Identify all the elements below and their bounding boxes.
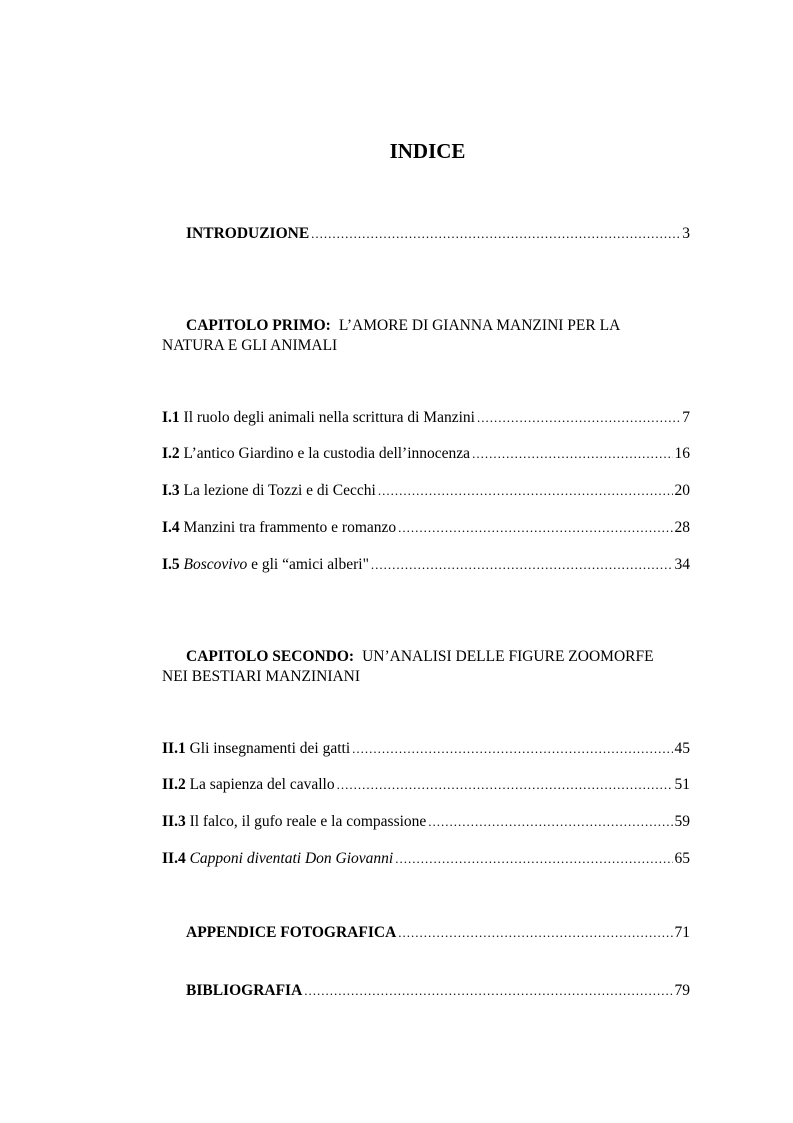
dot-leader xyxy=(378,481,673,501)
dot-leader xyxy=(352,739,672,759)
chapter-label: CAPITOLO SECONDO: xyxy=(186,648,355,665)
toc-entry-section[interactable] xyxy=(162,518,690,538)
section-number: II.1 xyxy=(162,740,186,757)
chapter-title-line2: NATURA E GLI ANIMALI xyxy=(162,337,338,354)
section-title: Gli insegnamenti dei gatti xyxy=(189,740,351,757)
chapter-heading-1 xyxy=(162,316,682,356)
section-number: II.2 xyxy=(162,776,186,793)
toc-entry-section[interactable] xyxy=(162,739,690,759)
dot-leader xyxy=(428,812,672,832)
dot-leader xyxy=(371,555,673,575)
page-number: 51 xyxy=(674,776,690,793)
toc-entry-section[interactable] xyxy=(162,444,690,464)
section-title: Il ruolo degli animali nella scrittura di Manzini xyxy=(183,409,475,426)
toc-entry-section[interactable] xyxy=(162,481,690,501)
dot-leader xyxy=(337,775,673,795)
section-title: Il falco, il gufo reale e la compassione xyxy=(189,813,427,830)
dot-leader xyxy=(395,849,672,869)
toc-entry-section[interactable] xyxy=(162,555,690,575)
section-number: I.1 xyxy=(162,409,180,426)
chapter-label: CAPITOLO PRIMO: xyxy=(186,317,331,334)
page-number: 16 xyxy=(674,445,690,462)
page-number: 3 xyxy=(682,225,690,242)
page-number: 65 xyxy=(674,850,690,867)
toc-entry-section[interactable] xyxy=(162,775,690,795)
toc-entry-appendice[interactable] xyxy=(186,923,690,943)
page-number: 79 xyxy=(674,982,690,999)
dot-leader xyxy=(304,981,672,1001)
chapter-heading-2 xyxy=(162,647,682,687)
chapter-title-line1: L’AMORE DI GIANNA MANZINI PER LA xyxy=(338,317,621,334)
section-number: I.2 xyxy=(162,445,180,462)
page-number: 20 xyxy=(674,482,690,499)
section-title-rest: e gli “amici alberi" xyxy=(247,556,369,573)
section-title: La lezione di Tozzi e di Cecchi xyxy=(183,482,376,499)
section-title-italic: Boscovivo xyxy=(183,556,248,573)
page-number: 34 xyxy=(674,556,690,573)
dot-leader xyxy=(477,408,680,428)
page-number: 59 xyxy=(674,813,690,830)
chapter-title-line1: UN’ANALISI DELLE FIGURE ZOOMORFE xyxy=(362,648,654,665)
section-number: I.5 xyxy=(162,556,180,573)
section-number: II.3 xyxy=(162,813,186,830)
toc-entry-bibliografia[interactable] xyxy=(186,981,690,1001)
toc-label: INTRODUZIONE xyxy=(186,225,310,242)
page-title: INDICE xyxy=(389,139,466,163)
toc-label: APPENDICE FOTOGRAFICA xyxy=(186,924,397,941)
dot-leader xyxy=(398,518,672,538)
section-number: I.4 xyxy=(162,519,180,536)
section-title: L’antico Giardino e la custodia dell’innocenza xyxy=(183,445,471,462)
section-title: La sapienza del cavallo xyxy=(189,776,335,793)
toc-entry-section[interactable] xyxy=(162,812,690,832)
dot-leader xyxy=(398,923,672,943)
section-number: I.3 xyxy=(162,482,180,499)
page-number: 71 xyxy=(674,924,690,941)
chapter-title-line2: NEI BESTIARI MANZINIANI xyxy=(162,668,361,685)
toc-entry-section[interactable] xyxy=(162,849,690,869)
dot-leader xyxy=(472,444,672,464)
section-number: II.4 xyxy=(162,850,186,867)
dot-leader xyxy=(311,224,680,244)
section-title-italic: Capponi diventati Don Giovanni xyxy=(189,850,394,867)
page-number: 45 xyxy=(674,740,690,757)
toc-entry-introduzione[interactable] xyxy=(186,224,690,244)
page-number: 7 xyxy=(682,409,690,426)
section-title: Manzini tra frammento e romanzo xyxy=(183,519,397,536)
page-number: 28 xyxy=(674,519,690,536)
toc-label: BIBLIOGRAFIA xyxy=(186,982,303,999)
toc-entry-section[interactable] xyxy=(162,408,690,428)
